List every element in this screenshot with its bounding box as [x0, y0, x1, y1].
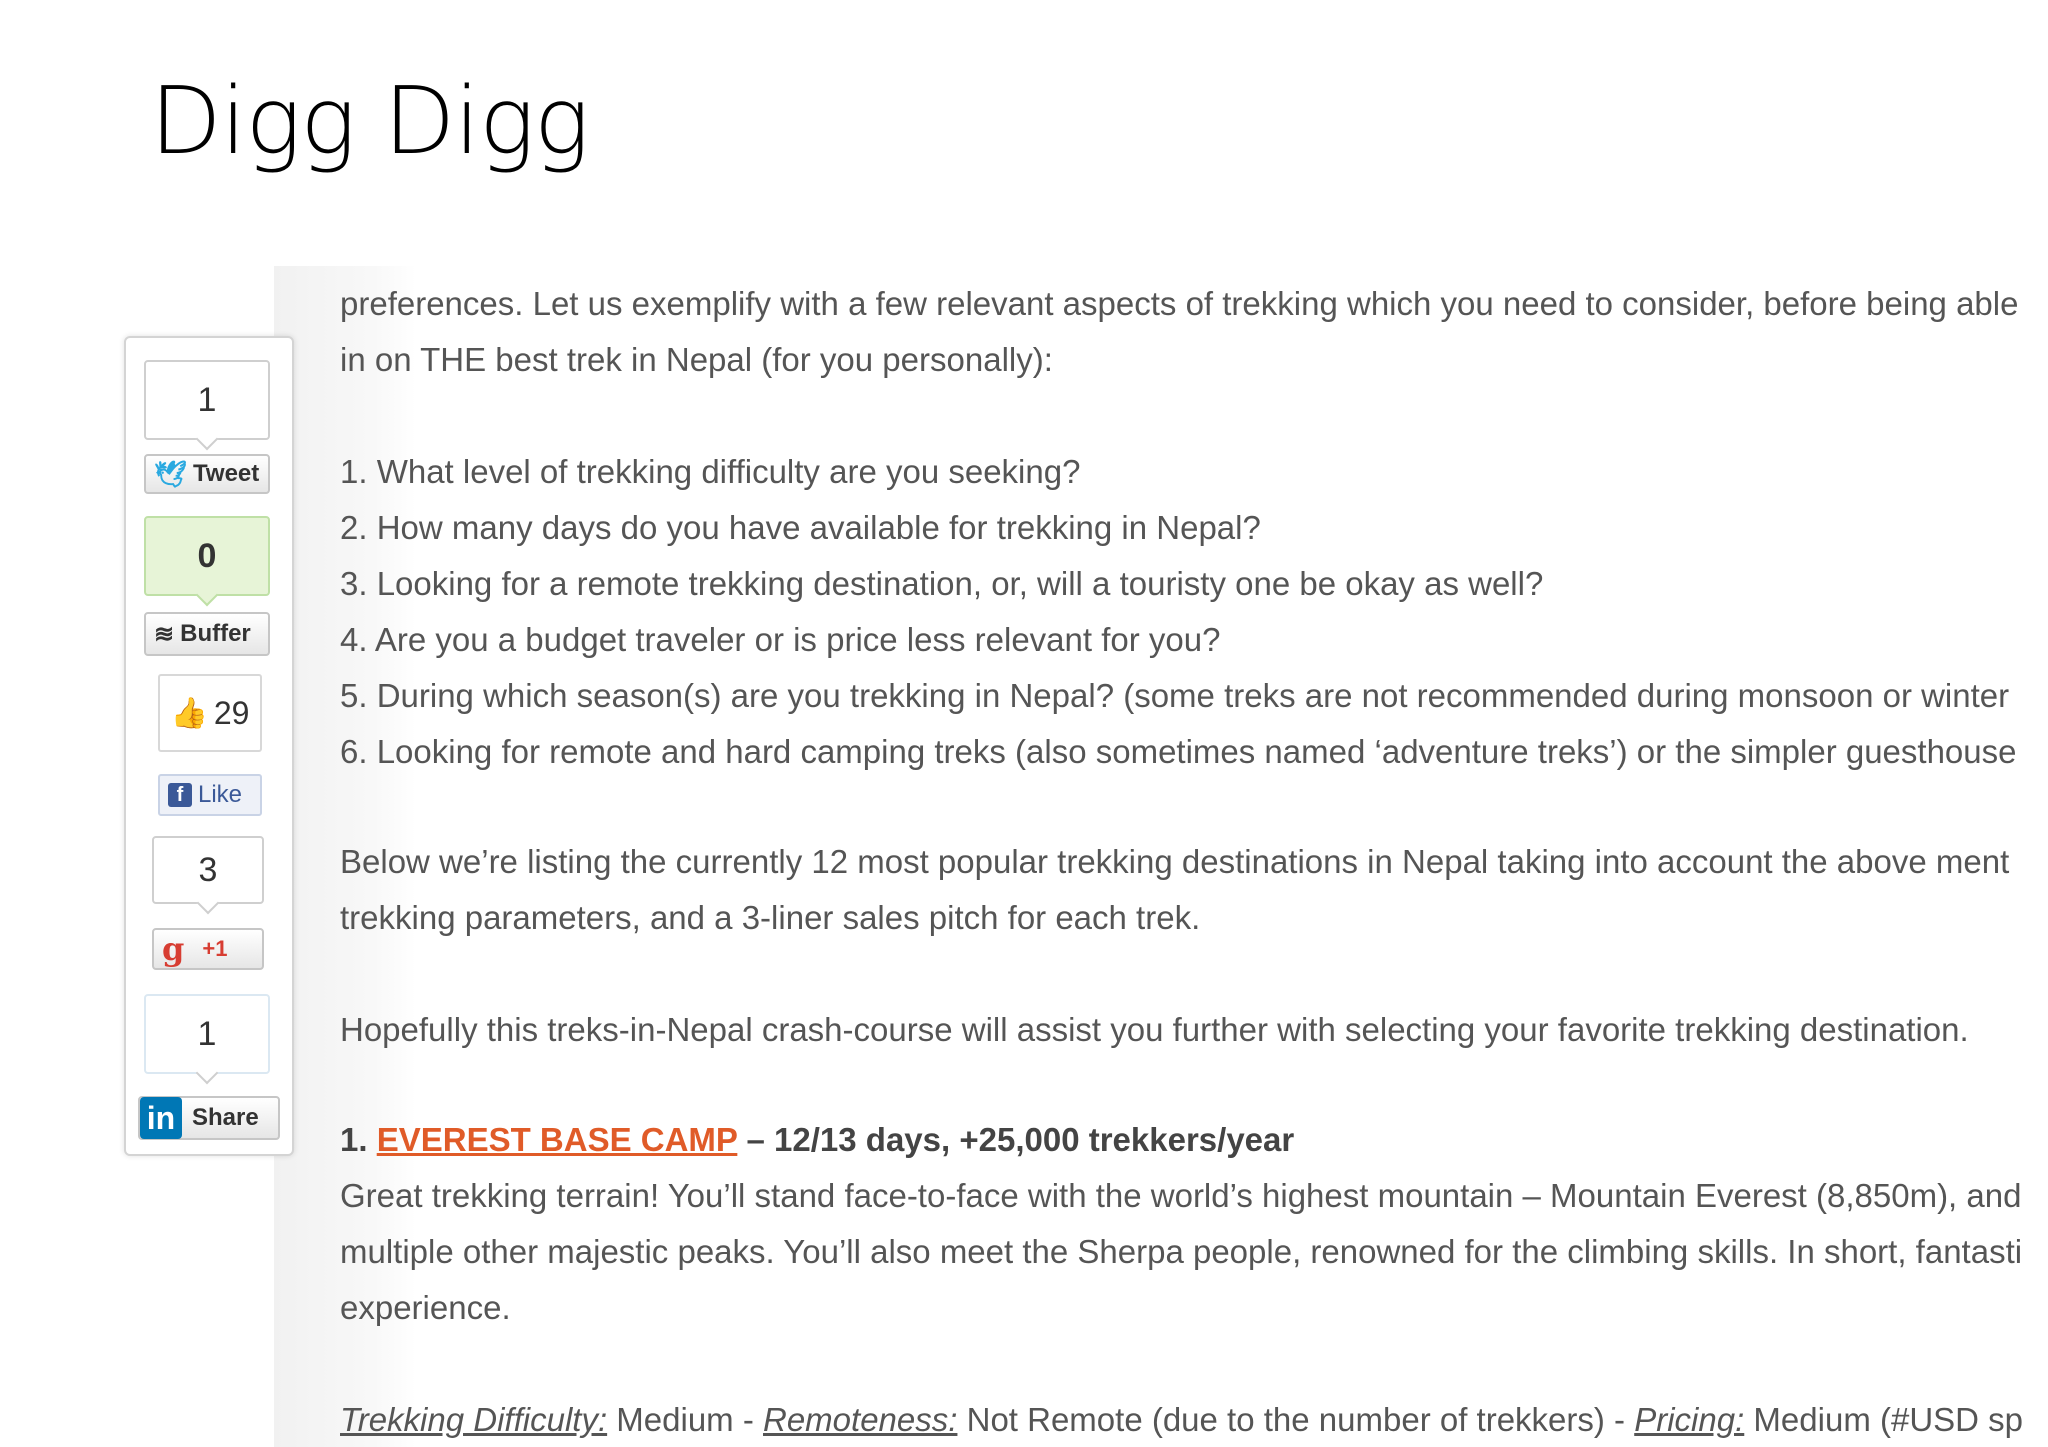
tweet-count: 1: [144, 360, 270, 440]
question-2: 2. How many days do you have available for trekking in Nepal?: [340, 509, 1261, 546]
trek-1-details: – 12/13 days, +25,000 trekkers/year: [737, 1121, 1295, 1158]
trek-1-desc-line-3: experience.: [340, 1289, 511, 1326]
facebook-icon: f: [168, 783, 192, 807]
trek-1-number: 1.: [340, 1121, 368, 1158]
trek-1-desc-line-2: multiple other majestic peaks. You’ll also meet the Sherpa people, renowned for the climbing skills. In short, fantasti: [340, 1233, 2023, 1270]
tweet-button[interactable]: [144, 454, 270, 494]
buffer-button[interactable]: [144, 612, 270, 656]
question-6: 6. Looking for remote and hard camping treks (also sometimes named ‘adventure treks’) or the simpler guesthouse: [340, 733, 2017, 770]
question-3: 3. Looking for a remote trekking destination, or, will a touristy one be okay as well?: [340, 565, 1544, 602]
linkedin-count: 1: [144, 994, 270, 1074]
facebook-like-count: [158, 674, 262, 752]
listing-line-2: trekking parameters, and a 3-liner sales pitch for each trek.: [340, 899, 1201, 936]
webpage-screenshot: [118, 266, 2048, 1447]
facebook-count: 29: [213, 694, 250, 731]
buffer-count: 0: [144, 516, 270, 596]
pricing-label: Pricing:: [1634, 1401, 1745, 1438]
question-4: 4. Are you a budget traveler or is price less relevant for you?: [340, 621, 1221, 658]
twitter-bird-icon: 🕊: [154, 458, 188, 489]
remoteness-value: Not Remote (due to the number of trekkers) -: [957, 1401, 1635, 1438]
linkedin-share-button[interactable]: [138, 1096, 280, 1140]
trek-1-heading: [340, 1112, 1294, 1168]
listing-line-1: Below we’re listing the currently 12 most popular trekking destinations in Nepal taking into account the above ment: [340, 843, 2010, 880]
hope-line: Hopefully this treks-in-Nepal crash-course will assist you further with selecting your favorite trekking destination.: [340, 1011, 1969, 1048]
google-plus-label: +1: [202, 936, 228, 961]
facebook-like-label: Like: [198, 781, 243, 808]
facebook-like-button[interactable]: [158, 774, 262, 816]
question-1: 1. What level of trekking difficulty are you seeking?: [340, 453, 1081, 490]
trek-1-attributes: [340, 1392, 2023, 1447]
difficulty-value: Medium -: [607, 1401, 763, 1438]
trek-1-desc-line-1: Great trekking terrain! You’ll stand face-to-face with the world’s highest mountain – Mountain Everest (8,850m), and: [340, 1177, 2022, 1214]
digg-digg-share-bar: [124, 336, 294, 1156]
intro-line-2: in on THE best trek in Nepal (for you personally):: [340, 341, 1053, 378]
slide-title: Digg Digg: [150, 67, 589, 175]
difficulty-label: Trekking Difficulty:: [340, 1401, 608, 1438]
google-plus-count: 3: [152, 836, 264, 904]
question-5: 5. During which season(s) are you trekking in Nepal? (some treks are not recommended during monsoon or winter: [340, 677, 2010, 714]
buffer-label: Buffer: [180, 620, 251, 647]
buffer-icon: ≋: [154, 620, 175, 648]
pricing-value: Medium (#USD sp: [1744, 1401, 2024, 1438]
tweet-label: Tweet: [193, 460, 260, 487]
remoteness-label: Remoteness:: [763, 1401, 958, 1438]
linkedin-icon: in: [140, 1097, 182, 1139]
intro-line-1: preferences. Let us exemplify with a few relevant aspects of trekking which you need to consider, before being able: [340, 285, 2019, 322]
linkedin-share-label: Share: [192, 1104, 259, 1131]
thumbs-up-icon: 👍: [170, 696, 208, 730]
google-plus-icon: g: [162, 930, 185, 968]
everest-base-camp-link[interactable]: EVEREST BASE CAMP: [376, 1121, 738, 1158]
google-plus-button[interactable]: [152, 928, 264, 970]
